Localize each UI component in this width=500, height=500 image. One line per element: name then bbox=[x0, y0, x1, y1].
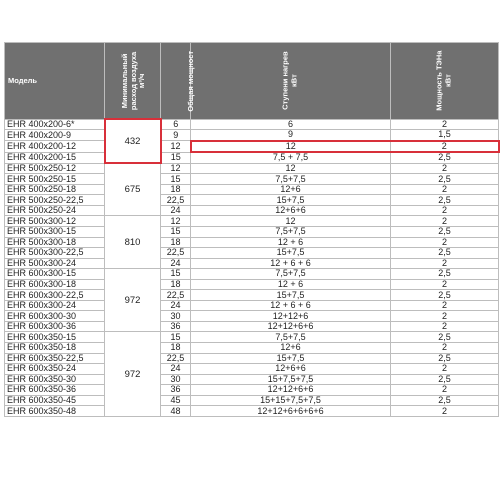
heater-power-cell: 2,5 bbox=[391, 269, 499, 280]
heater-power-cell: 2,5 bbox=[391, 374, 499, 385]
heating-steps-cell: 15+7,5 bbox=[191, 195, 391, 206]
total-power-cell: 24 bbox=[161, 300, 191, 311]
heater-power-cell: 2 bbox=[391, 406, 499, 417]
heating-steps-cell: 12+6 bbox=[191, 184, 391, 195]
heating-steps-cell: 12 + 6 bbox=[191, 237, 391, 248]
table-row bbox=[5, 269, 499, 280]
heating-steps-cell: 12 + 6 + 6 bbox=[191, 258, 391, 269]
model-cell: EHR 500x250-18 bbox=[5, 184, 105, 195]
model-cell: EHR 500x300-18 bbox=[5, 237, 105, 248]
total-power-cell: 22,5 bbox=[161, 248, 191, 259]
heating-steps-cell: 12+6 bbox=[191, 342, 391, 353]
header-air-flow bbox=[105, 43, 161, 120]
total-power-cell: 18 bbox=[161, 279, 191, 290]
model-cell: EHR 500x300-24 bbox=[5, 258, 105, 269]
table-row bbox=[5, 300, 499, 311]
table-row bbox=[5, 184, 499, 195]
table-row bbox=[5, 321, 499, 332]
total-power-cell: 36 bbox=[161, 385, 191, 396]
heater-power-cell: 2,5 bbox=[391, 248, 499, 259]
heating-steps-cell: 15+7,5 bbox=[191, 353, 391, 364]
model-cell: EHR 500x250-24 bbox=[5, 205, 105, 216]
heater-power-cell: 2 bbox=[391, 385, 499, 396]
heater-power-cell: 2 bbox=[391, 237, 499, 248]
model-cell: EHR 500x250-15 bbox=[5, 174, 105, 185]
table-row bbox=[5, 163, 499, 174]
heating-steps-cell: 12+12+6+6 bbox=[191, 321, 391, 332]
heater-power-cell: 2 bbox=[391, 163, 499, 174]
table-row bbox=[5, 130, 499, 141]
heater-power-cell: 2 bbox=[391, 364, 499, 375]
table-row bbox=[5, 311, 499, 322]
heating-steps-cell: 7,5+7,5 bbox=[191, 226, 391, 237]
model-cell: EHR 600x350-22,5 bbox=[5, 353, 105, 364]
heating-steps-cell: 12+6+6 bbox=[191, 205, 391, 216]
air-flow-cell: 972 bbox=[105, 332, 161, 416]
header-air-line2: расход воздуха bbox=[128, 51, 138, 110]
model-cell: EHR 600x350-36 bbox=[5, 385, 105, 396]
model-cell: EHR 500x250-12 bbox=[5, 163, 105, 174]
model-cell: EHR 400x200-9 bbox=[5, 130, 105, 141]
header-power-label: Общая мощност bbox=[186, 50, 196, 112]
heating-steps-cell: 12+6+6 bbox=[191, 364, 391, 375]
heating-steps-cell: 12+12+6 bbox=[191, 311, 391, 322]
heater-power-cell: 2,5 bbox=[391, 226, 499, 237]
heater-power-cell: 2,5 bbox=[391, 195, 499, 206]
heater-power-cell: 2,5 bbox=[391, 332, 499, 343]
heater-power-cell: 2 bbox=[391, 258, 499, 269]
total-power-cell: 15 bbox=[161, 152, 191, 163]
model-cell: EHR 600x300-30 bbox=[5, 311, 105, 322]
air-flow-cell: 972 bbox=[105, 269, 161, 332]
table-row bbox=[5, 290, 499, 301]
model-cell: EHR 600x350-24 bbox=[5, 364, 105, 375]
model-cell: EHR 500x300-22,5 bbox=[5, 248, 105, 259]
table-row bbox=[5, 279, 499, 290]
total-power-cell: 24 bbox=[161, 258, 191, 269]
total-power-cell: 18 bbox=[161, 342, 191, 353]
model-cell: EHR 600x300-36 bbox=[5, 321, 105, 332]
heater-power-cell: 2,5 bbox=[391, 152, 499, 163]
total-power-cell: 30 bbox=[161, 311, 191, 322]
model-cell: EHR 400x200-15 bbox=[5, 152, 105, 163]
table-row bbox=[5, 395, 499, 406]
table-row bbox=[5, 237, 499, 248]
heating-steps-cell: 12 + 6 bbox=[191, 279, 391, 290]
table-row bbox=[5, 205, 499, 216]
heater-power-cell: 2,5 bbox=[391, 290, 499, 301]
table-row bbox=[5, 248, 499, 259]
heater-power-cell: 2,5 bbox=[391, 353, 499, 364]
model-cell: EHR 600x350-48 bbox=[5, 406, 105, 417]
heating-steps-cell: 12 bbox=[191, 141, 391, 153]
heater-power-cell: 2,5 bbox=[391, 174, 499, 185]
heating-steps-cell: 6 bbox=[191, 119, 391, 130]
table-row bbox=[5, 152, 499, 163]
air-flow-cell: 675 bbox=[105, 163, 161, 216]
total-power-cell: 6 bbox=[161, 119, 191, 130]
total-power-cell: 12 bbox=[161, 141, 191, 153]
model-cell: EHR 600x350-15 bbox=[5, 332, 105, 343]
heating-steps-cell: 12+12+6+6+6+6 bbox=[191, 406, 391, 417]
total-power-cell: 24 bbox=[161, 205, 191, 216]
heater-power-cell: 1,5 bbox=[391, 130, 499, 141]
heating-steps-cell: 15+7,5+7,5 bbox=[191, 374, 391, 385]
air-flow-cell: 432 bbox=[105, 119, 161, 163]
table-body bbox=[5, 119, 499, 416]
table-row bbox=[5, 385, 499, 396]
heating-steps-cell: 12 bbox=[191, 163, 391, 174]
total-power-cell: 45 bbox=[161, 395, 191, 406]
model-cell: EHR 500x250-22,5 bbox=[5, 195, 105, 206]
table-row bbox=[5, 119, 499, 130]
heater-power-cell: 2 bbox=[391, 311, 499, 322]
model-cell: EHR 400x200-12 bbox=[5, 141, 105, 153]
model-cell: EHR 600x350-18 bbox=[5, 342, 105, 353]
heater-power-cell: 2 bbox=[391, 279, 499, 290]
header-heater-line2: кВт bbox=[443, 74, 453, 88]
table-row bbox=[5, 364, 499, 375]
heating-steps-cell: 7,5+7,5 bbox=[191, 332, 391, 343]
heater-power-cell: 2 bbox=[391, 205, 499, 216]
model-cell: EHR 600x300-15 bbox=[5, 269, 105, 280]
heating-steps-cell: 7,5+7,5 bbox=[191, 269, 391, 280]
table-row bbox=[5, 258, 499, 269]
heating-steps-cell: 15+15+7,5+7,5 bbox=[191, 395, 391, 406]
header-heater-power bbox=[391, 43, 499, 120]
header-total-power bbox=[161, 43, 196, 120]
table-row bbox=[5, 353, 499, 364]
header-heater-line1: Мощность ТЭНа bbox=[434, 50, 444, 111]
header-air-line3: м³/ч bbox=[137, 73, 147, 88]
header-model-label: Модель bbox=[8, 76, 38, 86]
specs-table bbox=[4, 42, 500, 417]
model-cell: EHR 600x300-22,5 bbox=[5, 290, 105, 301]
model-cell: EHR 600x300-18 bbox=[5, 279, 105, 290]
header-air-line1: Минимальный bbox=[120, 53, 130, 108]
table-row bbox=[5, 141, 499, 153]
table-row bbox=[5, 195, 499, 206]
table-row bbox=[5, 226, 499, 237]
header-row bbox=[5, 43, 499, 120]
table-row bbox=[5, 174, 499, 185]
heater-power-cell: 2 bbox=[391, 321, 499, 332]
table-row bbox=[5, 332, 499, 343]
heater-power-cell: 2 bbox=[391, 184, 499, 195]
header-heating-steps bbox=[191, 43, 391, 120]
model-cell: EHR 600x350-30 bbox=[5, 374, 105, 385]
total-power-cell: 15 bbox=[161, 269, 191, 280]
heater-power-cell: 2 bbox=[391, 216, 499, 227]
total-power-cell: 36 bbox=[161, 321, 191, 332]
model-cell: EHR 500x300-15 bbox=[5, 226, 105, 237]
total-power-cell: 15 bbox=[161, 226, 191, 237]
heating-steps-cell: 15+7,5 bbox=[191, 248, 391, 259]
table-row bbox=[5, 216, 499, 227]
header-steps-line1: Ступени нагрев bbox=[280, 51, 290, 111]
total-power-cell: 15 bbox=[161, 332, 191, 343]
heater-power-cell: 2 bbox=[391, 300, 499, 311]
total-power-cell: 22,5 bbox=[161, 290, 191, 301]
heating-steps-cell: 7,5+7,5 bbox=[191, 174, 391, 185]
total-power-cell: 18 bbox=[161, 237, 191, 248]
total-power-cell: 30 bbox=[161, 374, 191, 385]
total-power-cell: 18 bbox=[161, 184, 191, 195]
total-power-cell: 22,5 bbox=[161, 353, 191, 364]
table-row bbox=[5, 342, 499, 353]
heater-power-cell: 2 bbox=[391, 342, 499, 353]
model-cell: EHR 600x350-45 bbox=[5, 395, 105, 406]
table-row bbox=[5, 406, 499, 417]
air-flow-cell: 810 bbox=[105, 216, 161, 269]
heater-power-cell: 2 bbox=[391, 119, 499, 130]
heating-steps-cell: 12+12+6+6 bbox=[191, 385, 391, 396]
heating-steps-cell: 12 + 6 + 6 bbox=[191, 300, 391, 311]
total-power-cell: 48 bbox=[161, 406, 191, 417]
heater-power-cell: 2 bbox=[391, 141, 499, 153]
total-power-cell: 24 bbox=[161, 364, 191, 375]
header-steps-line2: кВт bbox=[289, 74, 299, 88]
model-cell: EHR 500x300-12 bbox=[5, 216, 105, 227]
heater-power-cell: 2,5 bbox=[391, 395, 499, 406]
heating-steps-cell: 12 bbox=[191, 216, 391, 227]
header-model bbox=[5, 43, 105, 120]
model-cell: EHR 600x300-24 bbox=[5, 300, 105, 311]
total-power-cell: 12 bbox=[161, 163, 191, 174]
model-cell: EHR 400x200-6* bbox=[5, 119, 105, 130]
total-power-cell: 15 bbox=[161, 174, 191, 185]
total-power-cell: 9 bbox=[161, 130, 191, 141]
heating-steps-cell: 7,5 + 7,5 bbox=[191, 152, 391, 163]
table-row bbox=[5, 374, 499, 385]
heating-steps-cell: 15+7,5 bbox=[191, 290, 391, 301]
total-power-cell: 12 bbox=[161, 216, 191, 227]
total-power-cell: 22,5 bbox=[161, 195, 191, 206]
heating-steps-cell: 9 bbox=[191, 130, 391, 141]
